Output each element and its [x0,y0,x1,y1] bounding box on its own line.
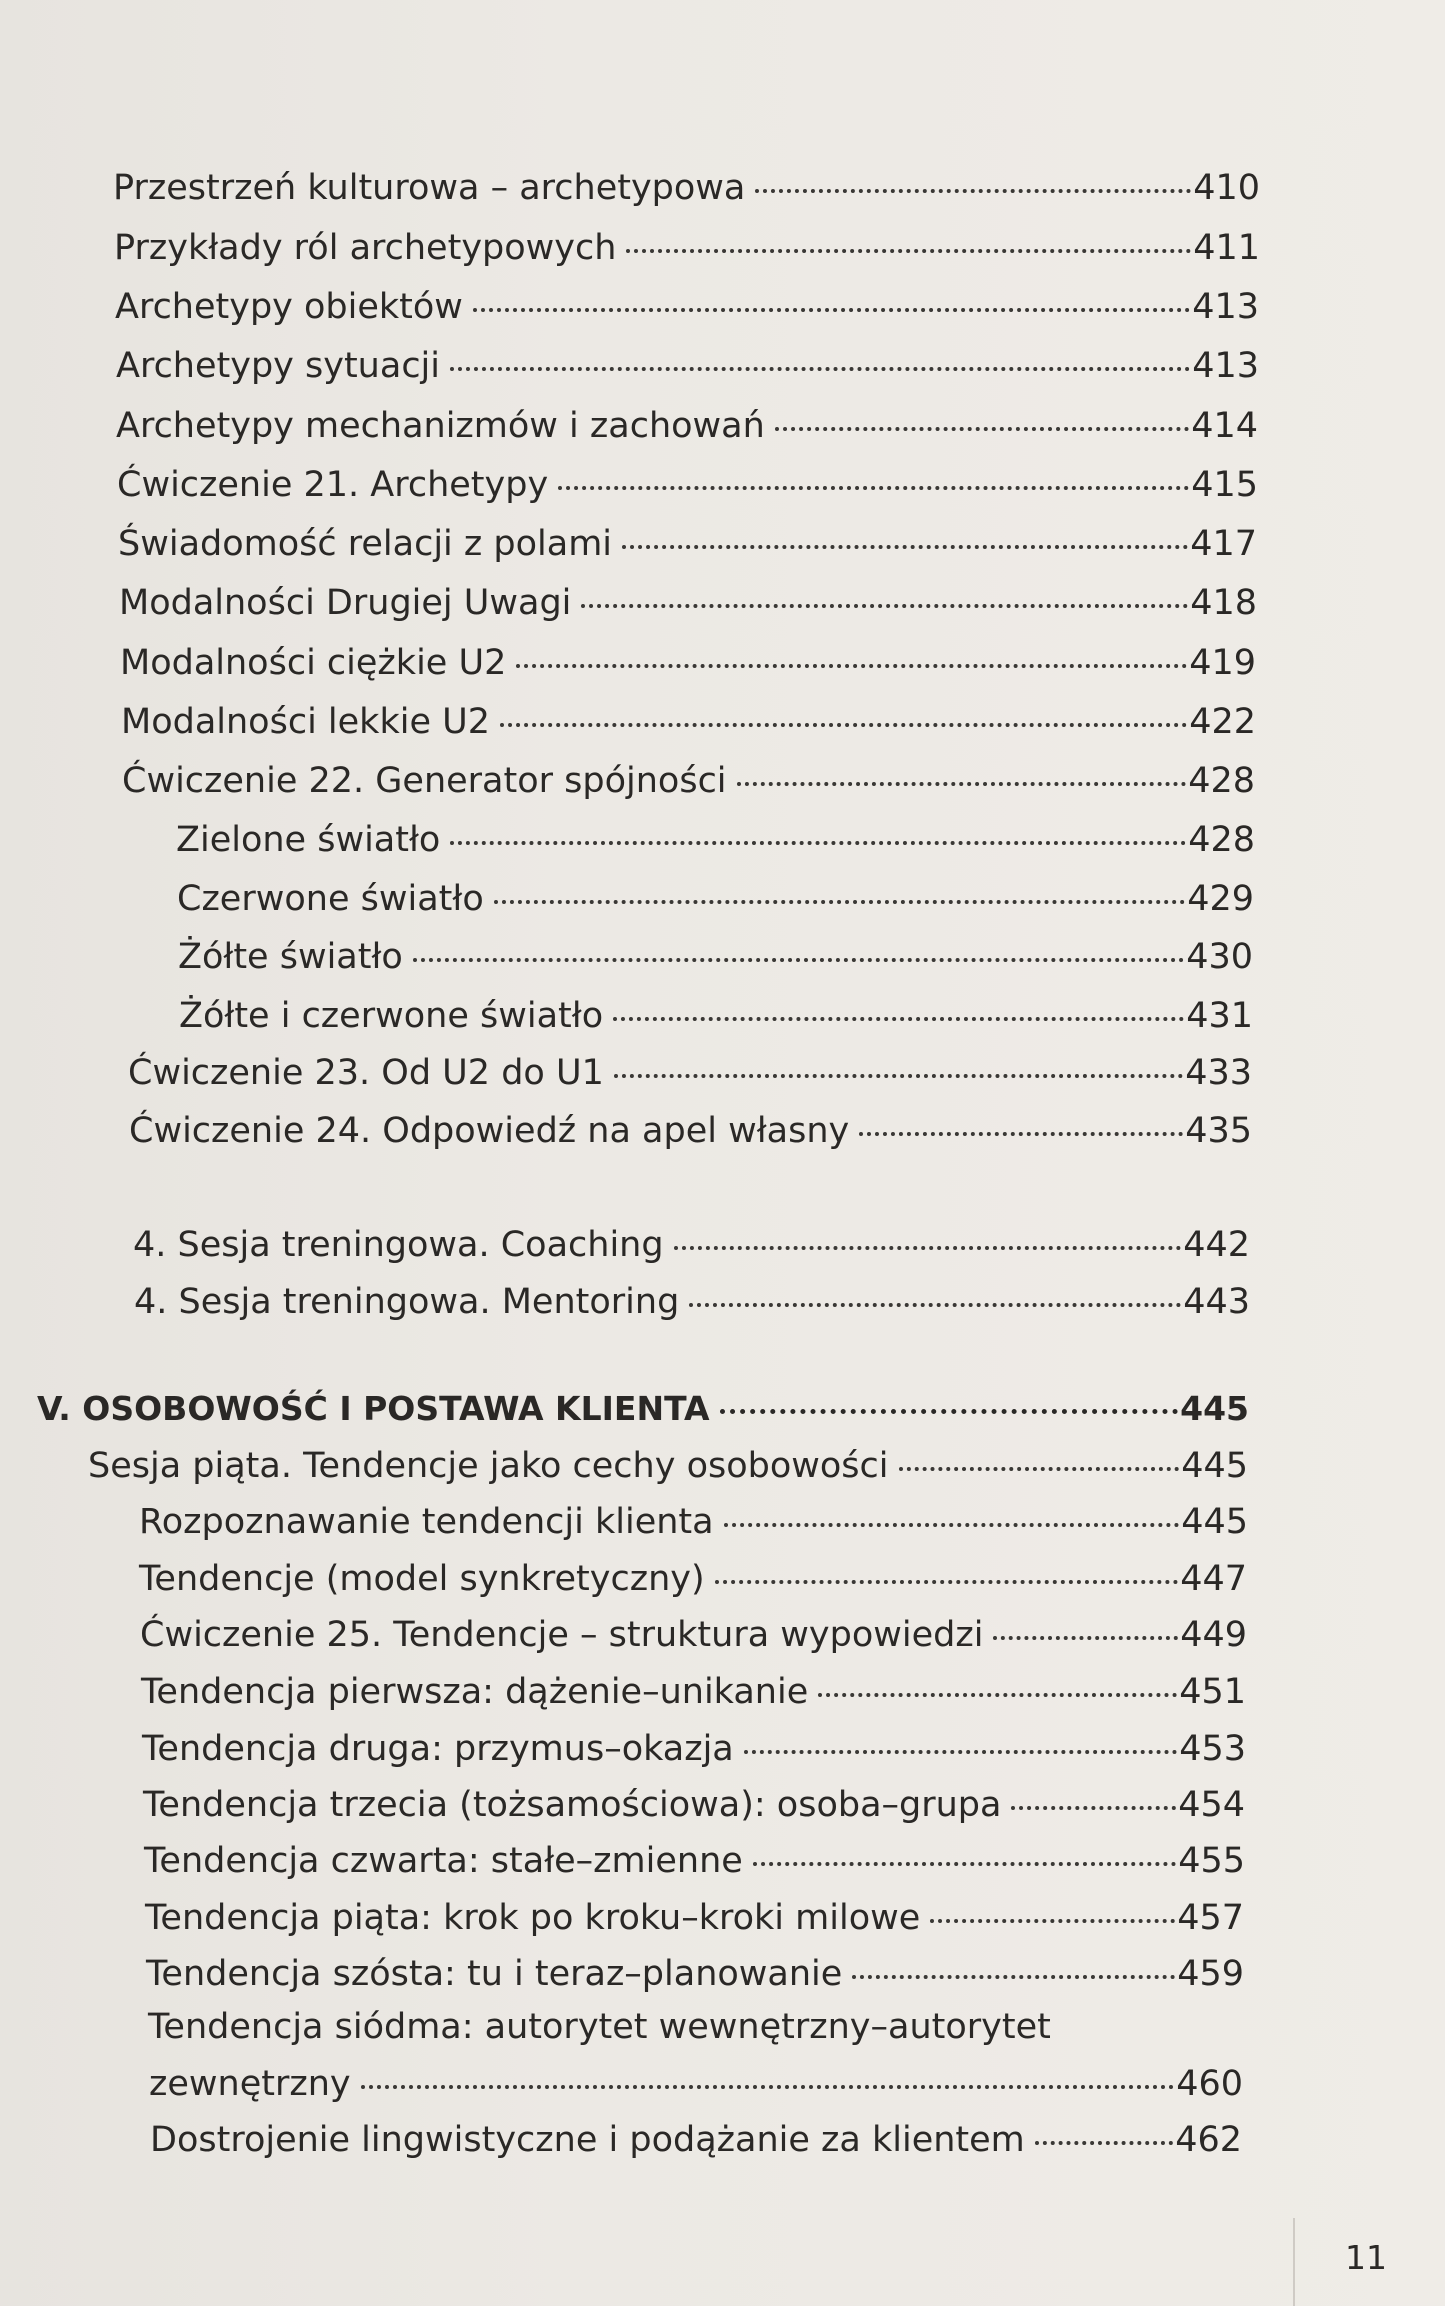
dot-leader [715,1580,1179,1584]
dot-leader [614,1074,1183,1078]
toc-entry [113,166,1260,210]
toc-entry [140,1613,1247,1657]
toc-entry-page: 418 [1190,583,1257,623]
toc-entry [145,1896,1244,1940]
toc-entry-title: Tendencja czwarta: stałe–zmienne [144,1841,743,1881]
toc-entry-title: Modalności Drugiej Uwagi [119,583,572,623]
dot-leader [852,1975,1175,1979]
toc-entry [116,404,1258,448]
toc-entry-page: 433 [1185,1053,1252,1093]
toc-entry [134,1280,1250,1324]
toc-entry-page: 430 [1186,937,1253,977]
toc-entry-page: 457 [1177,1898,1244,1938]
dot-leader [626,249,1191,253]
toc-entry-page: 445 [1180,1389,1249,1428]
toc-entry-title: 4. Sesja treningowa. Coaching [133,1225,664,1265]
toc-entry-title: Sesja piąta. Tendencje jako cechy osobowości [88,1446,889,1486]
toc-entry-title: Żółte i czerwone światło [179,996,604,1036]
toc-entry [179,994,1253,1038]
toc-entry [116,344,1259,388]
toc-entry-title: Czerwone światło [177,879,484,919]
toc-entry-title: Archetypy obiektów [115,287,463,327]
toc-entry [119,581,1257,625]
toc-entry-title: Przykłady ról archetypowych [114,228,617,268]
toc-entry-title: Archetypy sytuacji [116,346,441,386]
toc-entry-title-wrapped-line: Tendencja siódma: autorytet wewnętrzny–autorytet [148,2007,1051,2047]
toc-entry-page: 451 [1179,1672,1246,1712]
toc-entry-page: 445 [1181,1502,1248,1542]
toc-entry-title: Dostrojenie lingwistyczne i podążanie za klientem [150,2120,1025,2160]
toc-entry-title: Modalności lekkie U2 [121,702,490,742]
dot-leader [581,604,1188,608]
toc-chapter-heading [37,1387,1249,1431]
toc-entry [133,1223,1250,1267]
dot-leader [689,1303,1181,1307]
toc-entry-title-continuation: zewnętrzny [149,2064,351,2104]
toc-entry-title: 4. Sesja treningowa. Mentoring [134,1282,680,1322]
toc-entry-title: Ćwiczenie 22. Generator spójności [122,761,727,801]
toc-entry-page: 415 [1191,465,1258,505]
toc-entry [117,463,1258,507]
dot-leader [724,1523,1180,1527]
toc-entry-page: 428 [1188,820,1255,860]
toc-entry [122,759,1255,803]
toc-entry-title: Przestrzeń kulturowa – archetypowa [113,168,746,208]
dot-leader [622,545,1188,549]
toc-entry-title: Ćwiczenie 25. Tendencje – struktura wypowiedzi [140,1615,984,1655]
toc-entry-page: 417 [1190,524,1257,564]
toc-entry [139,1500,1248,1544]
toc-entry-page: 435 [1185,1111,1252,1151]
toc-entry [143,1783,1245,1827]
dot-leader [1011,1806,1176,1810]
dot-leader [744,1750,1177,1754]
dot-leader [473,308,1190,312]
toc-entry-title: Świadomość relacji z polami [118,524,613,564]
toc-entry-page: 428 [1188,761,1255,801]
toc-entry-title: Ćwiczenie 24. Odpowiedź na apel własny [129,1111,850,1151]
toc-entry [88,1444,1248,1488]
toc-entry-page: 431 [1186,996,1253,1036]
dot-leader [558,486,1189,490]
toc-entry-title: Tendencja piąta: krok po kroku–kroki milowe [145,1898,921,1938]
toc-entry-title: V. OSOBOWOŚĆ I POSTAWA KLIENTA [37,1389,710,1428]
dot-leader [899,1467,1180,1471]
toc-entry-title: Tendencja druga: przymus–okazja [142,1729,734,1769]
toc-entry [129,1109,1252,1153]
toc-entry-page: 419 [1189,643,1256,683]
dot-leader [450,841,1186,845]
dot-leader [674,1246,1182,1250]
toc-entry-page: 459 [1177,1954,1244,1994]
toc-entry-title: Tendencja pierwsza: dążenie–unikanie [141,1672,809,1712]
dot-leader [500,723,1187,727]
toc-entry-title: Modalności ciężkie U2 [120,643,507,683]
toc-entry [128,1051,1252,1095]
toc-entry-title: Ćwiczenie 21. Archetypy [117,465,549,505]
dot-leader [450,367,1190,371]
toc-entry-page: 453 [1179,1729,1246,1769]
toc-entry-page: 445 [1181,1446,1248,1486]
toc-entry-title: Rozpoznawanie tendencji klienta [139,1502,714,1542]
toc-entry-page: 460 [1176,2064,1243,2104]
dot-leader [1035,2141,1173,2145]
dot-leader [516,664,1187,668]
toc-entry-page: 413 [1192,287,1259,327]
toc-entry-title: Żółte światło [178,937,403,977]
toc-entry-page: 447 [1180,1559,1247,1599]
toc-entry [177,877,1254,921]
toc-entry-title: Tendencje (model synkretyczny) [139,1559,705,1599]
toc-entry-page: 455 [1178,1841,1245,1881]
toc-entry-title: Tendencja trzecia (tożsamościowa): osoba–grupa [143,1785,1002,1825]
dot-leader [753,1862,1176,1866]
toc-entry [139,1557,1247,1601]
toc-entry [142,1727,1246,1771]
toc-entry [149,2062,1243,2106]
toc-entry-page: 449 [1180,1615,1247,1655]
toc-entry [150,2118,1242,2162]
toc-entry-page: 422 [1189,702,1256,742]
toc-entry-page: 462 [1175,2120,1242,2160]
toc-entry [121,700,1256,744]
toc-entry-title: Ćwiczenie 23. Od U2 do U1 [128,1053,604,1093]
toc-entry [176,818,1255,862]
toc-entry-title: Zielone światło [176,820,441,860]
footer-divider [1293,2218,1295,2306]
dot-leader [413,958,1184,962]
toc-entry [115,285,1259,329]
toc-entry [141,1670,1246,1714]
dot-leader [993,1636,1178,1640]
toc-entry [114,226,1260,270]
dot-leader [775,427,1189,431]
toc-entry-page: 411 [1193,228,1260,268]
toc-entry-page: 414 [1191,406,1258,446]
dot-leader [737,782,1187,786]
page-number: 11 [1345,2238,1387,2277]
toc-entry-page: 429 [1187,879,1254,919]
toc-entry [146,1952,1244,1996]
dot-leader [494,900,1185,904]
toc-entry-title: Archetypy mechanizmów i zachowań [116,406,765,446]
dot-leader [859,1132,1183,1136]
toc-entry-title: Tendencja szósta: tu i teraz–planowanie [146,1954,843,1994]
toc-entry [178,935,1253,979]
toc-entry [118,522,1257,566]
toc-entry-page: 454 [1178,1785,1245,1825]
dot-leader [930,1919,1175,1923]
toc-entry [144,1839,1245,1883]
toc-entry-page: 442 [1183,1225,1250,1265]
dot-leader [613,1017,1184,1021]
toc-entry-page: 410 [1193,168,1260,208]
dot-leader [818,1693,1177,1697]
toc-entry [120,641,1256,685]
dot-leader [361,2085,1175,2089]
dot-leader [720,1409,1179,1414]
dot-leader [755,189,1191,193]
toc-entry-page: 443 [1183,1282,1250,1322]
toc-entry-page: 413 [1192,346,1259,386]
